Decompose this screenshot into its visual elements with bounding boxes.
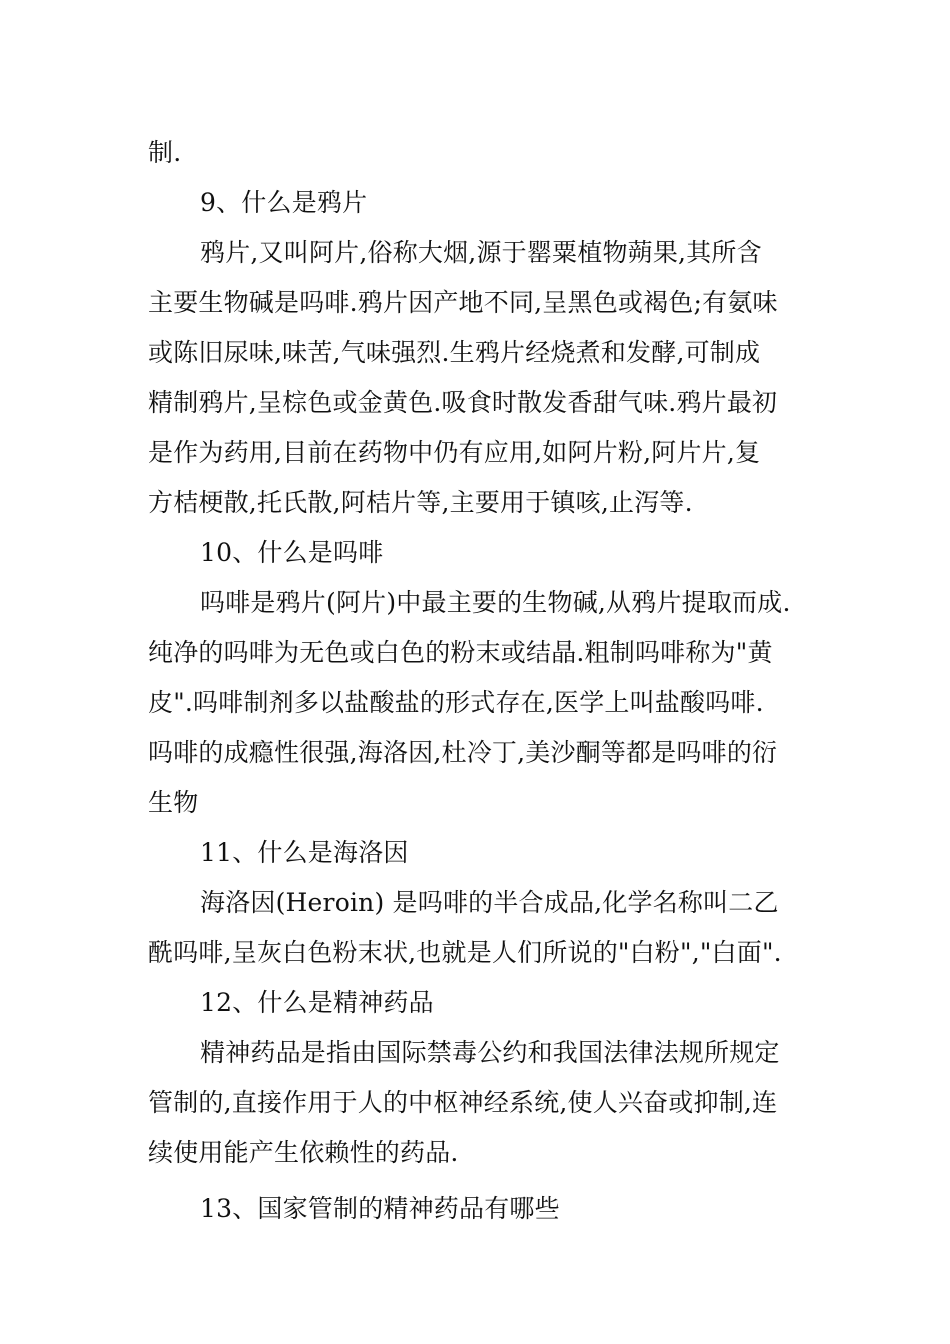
paragraph-line: 生物 [148,788,199,817]
paragraph-line: 主要生物碱是吗啡.鸦片因产地不同,呈黑色或褐色;有氨味 [148,288,778,317]
paragraph-line: 皮".吗啡制剂多以盐酸盐的形式存在,医学上叫盐酸吗啡. [148,688,764,717]
paragraph-line: 纯净的吗啡为无色或白色的粉末或结晶.粗制吗啡称为"黄 [148,638,773,667]
paragraph-line: 鸦片,又叫阿片,俗称大烟,源于罂粟植物蒴果,其所含 [200,238,762,267]
paragraph-line: 精神药品是指由国际禁毒公约和我国法律法规所规定 [200,1038,780,1067]
paragraph-line: 是作为药用,目前在药物中仍有应用,如阿片粉,阿片片,复 [148,438,761,467]
paragraph-line: 管制的,直接作用于人的中枢神经系统,使人兴奋或抑制,连 [148,1088,778,1117]
paragraph-continuation: 制. [148,138,182,167]
section-heading-13: 13、国家管制的精神药品有哪些 [200,1194,560,1223]
section-heading-10: 10、什么是吗啡 [200,538,384,567]
section-heading-9: 9、什么是鸦片 [200,188,368,217]
paragraph-line: 海洛因(Heroin) 是吗啡的半合成品,化学名称叫二乙 [200,888,779,917]
section-heading-12: 12、什么是精神药品 [200,988,434,1017]
section-heading-11: 11、什么是海洛因 [200,838,409,867]
paragraph-line: 吗啡是鸦片(阿片)中最主要的生物碱,从鸦片提取而成. [200,588,791,617]
paragraph-line: 续使用能产生依赖性的药品. [148,1138,459,1167]
paragraph-line: 吗啡的成瘾性很强,海洛因,杜冷丁,美沙酮等都是吗啡的衍 [148,738,778,767]
paragraph-line: 精制鸦片,呈棕色或金黄色.吸食时散发香甜气味.鸦片最初 [148,388,778,417]
document-body [148,128,808,1234]
paragraph-line: 或陈旧尿味,味苦,气味强烈.生鸦片经烧煮和发酵,可制成 [148,338,761,367]
paragraph-line: 酰吗啡,呈灰白色粉末状,也就是人们所说的"白粉","白面". [148,938,782,967]
paragraph-line: 方桔梗散,托氏散,阿桔片等,主要用于镇咳,止泻等. [148,488,693,517]
